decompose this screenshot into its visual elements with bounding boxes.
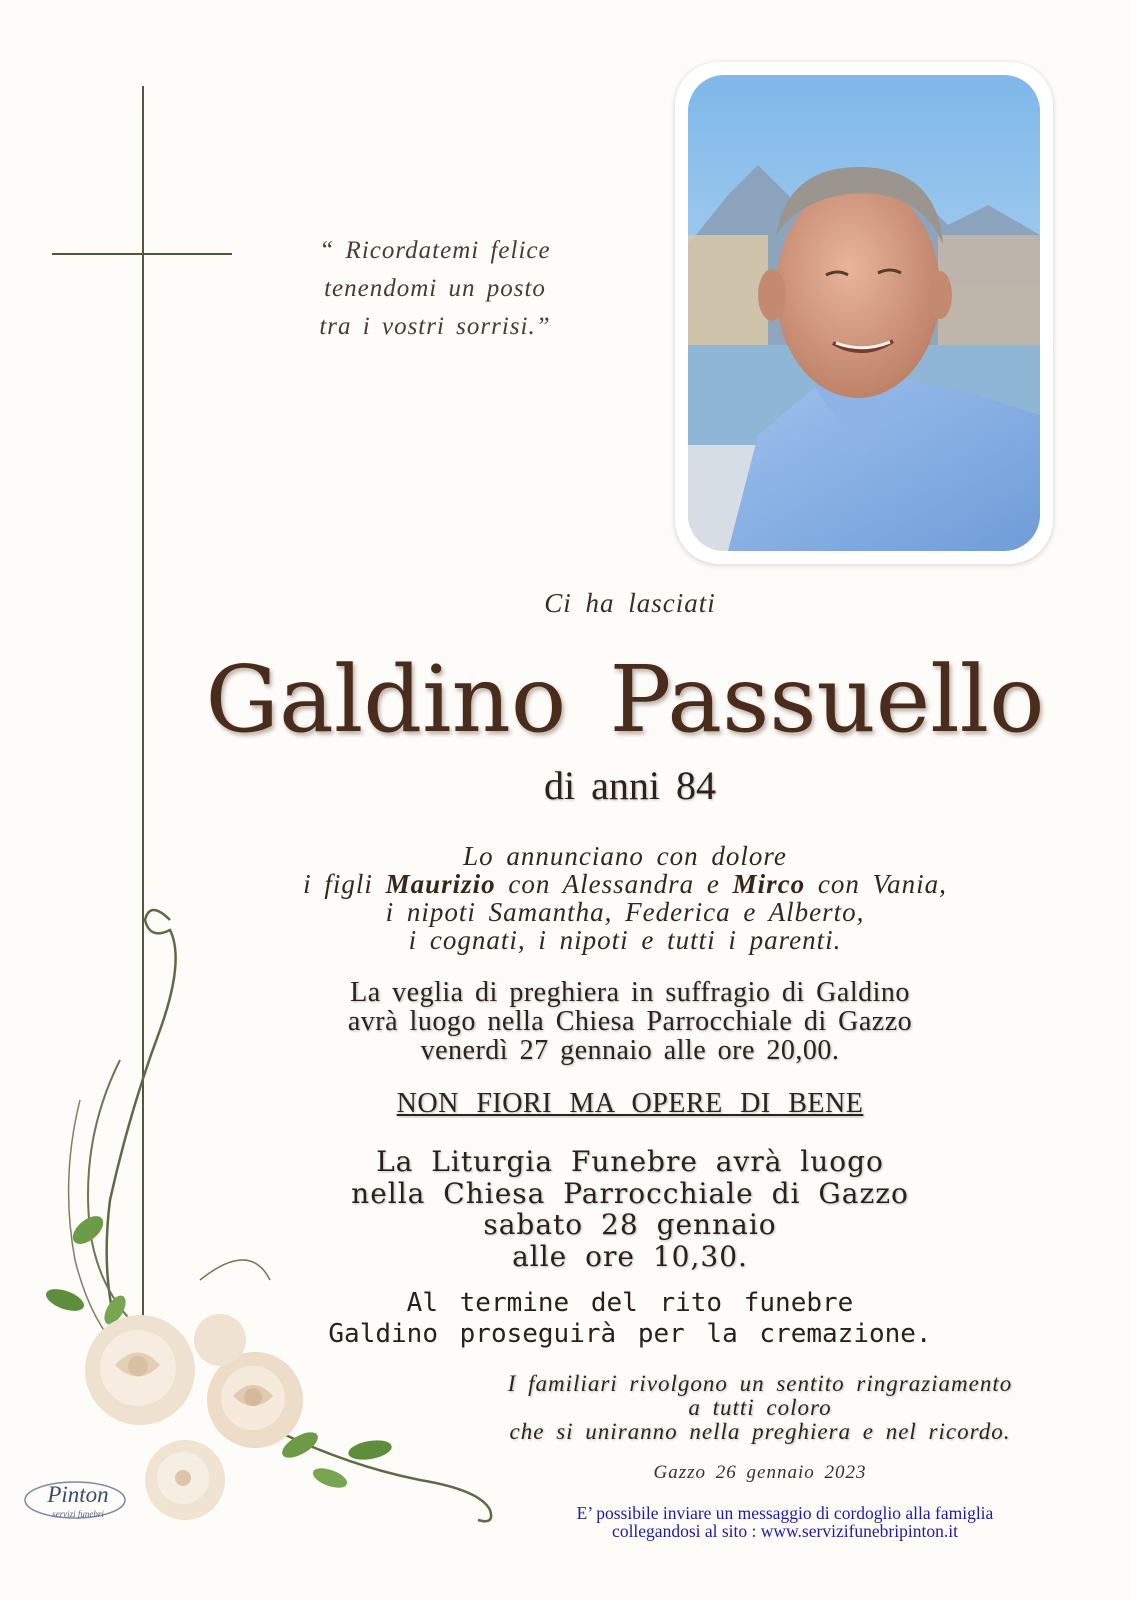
footer-line: E’ possibile inviare un messaggio di cordoglio alla famiglia [576, 1503, 994, 1523]
liturgy-line: alle ore 10,30. [512, 1239, 748, 1273]
announce-line [240, 870, 1010, 898]
family-thanks [440, 1372, 1080, 1444]
quote-line: “ Ricordatemi felice [319, 237, 551, 264]
vigil-line: venerdì 27 gennaio alle ore 20,00. [420, 1035, 840, 1066]
rose [207, 1352, 303, 1448]
cross-horizontal-bar [52, 253, 232, 255]
son-name: Mirco [732, 869, 806, 899]
announce-text: i figli [303, 869, 386, 899]
memorial-quote [280, 232, 590, 346]
vine-stem [88, 1060, 140, 1330]
vine-stem [107, 910, 176, 1340]
leaf [43, 1285, 87, 1316]
leaf [310, 1464, 349, 1491]
rose [85, 1315, 195, 1425]
logo-name: Pinton [47, 1482, 109, 1507]
quote-line: tra i vostri sorrisi.” [319, 313, 551, 340]
cremation-line: Al termine del rito funebre [406, 1288, 854, 1318]
liturgy-line: nella Chiesa Parrocchiale di Gazzo [351, 1176, 909, 1210]
date-place: Gazzo 26 gennaio 2023 [653, 1462, 867, 1483]
rose [145, 1440, 225, 1520]
deceased-name: Galdino Passuello [205, 646, 1045, 753]
cremation-line: Galdino proseguirà per la cremazione. [328, 1319, 932, 1349]
vigil-line: La veglia di preghiera in suffragio di Galdino [350, 977, 910, 1008]
deceased-age: di anni 84 [544, 763, 716, 808]
quote-line: tenendomi un posto [324, 275, 546, 302]
leaf [347, 1437, 393, 1462]
portrait-photo [688, 75, 1040, 551]
announce-line: i cognati, i nipoti e tutti i parenti. [408, 925, 842, 955]
portrait-illustration [688, 75, 1040, 551]
funeral-home-logo [20, 1478, 130, 1534]
thanks-line: a tutti coloro [688, 1395, 832, 1420]
announce-text: con Vania, [805, 869, 947, 899]
rose-bud [194, 1314, 246, 1366]
intro-text: Ci ha lasciati [544, 588, 716, 618]
son-name: Maurizio [385, 869, 496, 899]
vine-stem [200, 1260, 270, 1280]
liturgy-line: sabato 28 gennaio [483, 1208, 777, 1241]
logo-subtitle: servizi funebri [52, 1509, 104, 1519]
announce-text: con Alessandra e [495, 869, 733, 899]
thanks-line: che si uniranno nella preghiera e nel ricordo. [509, 1419, 1011, 1444]
footer-website-link[interactable]: collegandosi al sito : www.servizifunebripinton.it [612, 1521, 958, 1541]
vigil-line: avrà luogo nella Chiesa Parrocchiale di Gazzo [347, 1006, 913, 1037]
announce-line: i nipoti Samantha, Federica e Alberto, [385, 897, 865, 927]
announce-line: Lo annunciano con dolore [463, 841, 787, 871]
no-flowers-notice: NON FIORI MA OPERE DI BENE [396, 1088, 864, 1119]
liturgy-line: La Liturgia Funebre avrà luogo [376, 1145, 884, 1178]
rose-decoration [20, 900, 510, 1540]
thanks-line: I familiari rivolgono un sentito ringraziamento [507, 1371, 1013, 1396]
condolence-footer [470, 1504, 1100, 1540]
